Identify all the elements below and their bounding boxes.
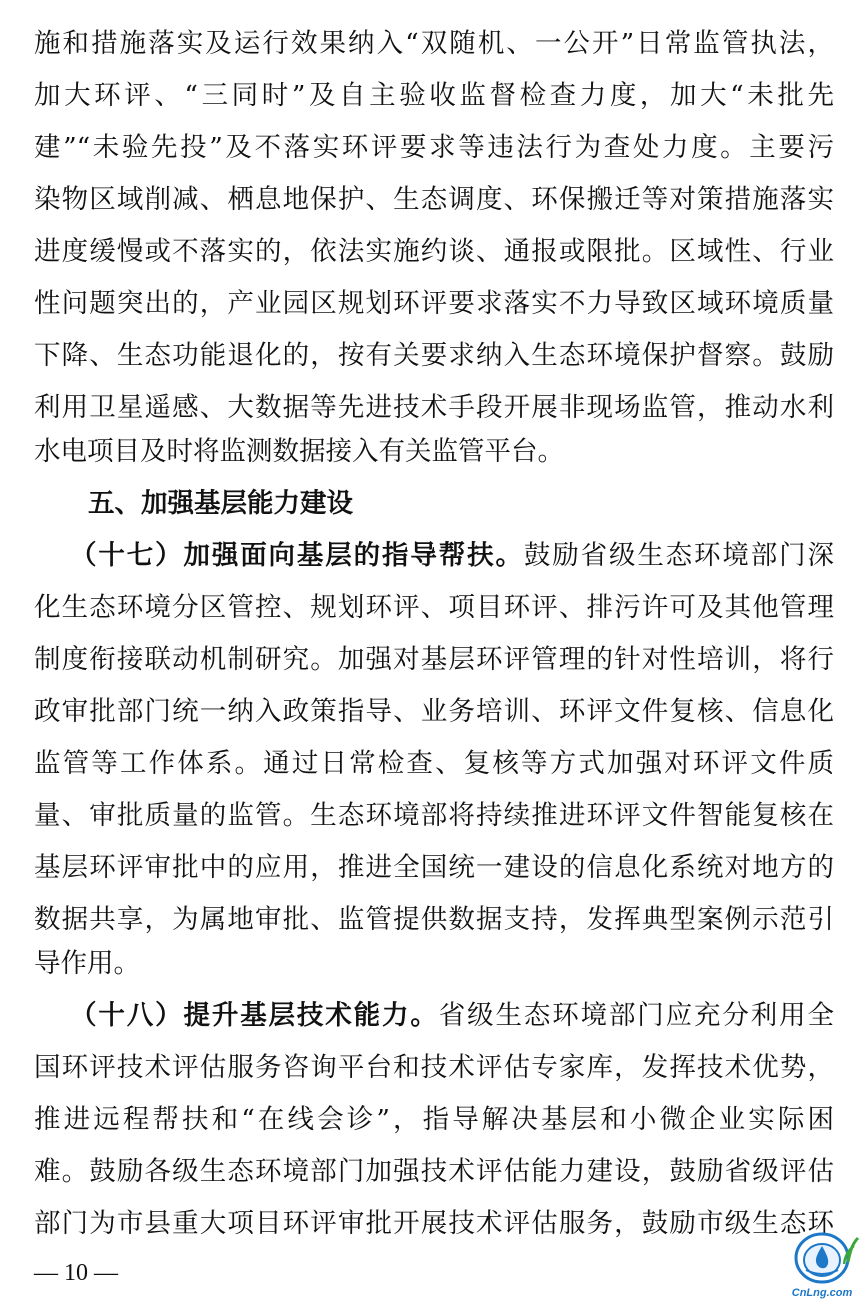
item-17-title: （十七）加强面向基层的指导帮扶。	[70, 540, 524, 571]
text-line: 部门为市县重大项目环评审批开展技术评估服务，鼓励市级生态环	[34, 1208, 834, 1239]
text-line: 建”“未验先投”及不落实环评要求等违法行为查处力度。主要污	[34, 132, 834, 163]
logo-text: CnLng.com	[792, 1287, 853, 1299]
text-line: 染物区域削减、栖息地保护、生态调度、环保搬迁等对策措施落实	[34, 184, 834, 215]
item-18-title: （十八）提升基层技术能力。	[70, 1000, 439, 1031]
item-18-first-line	[70, 990, 834, 1042]
item-17-first-line-rest: 鼓励省级生态环境部门深	[523, 540, 835, 571]
text-line: 监管等工作体系。通过日常检查、复核等方式加强对环评文件质	[34, 748, 834, 779]
text-line: 加大环评、“三同时”及自主验收监督检查力度，加大“未批先	[34, 80, 834, 111]
text-line: 导作用。	[34, 948, 140, 979]
text-line: 化生态环境分区管控、规划环评、项目环评、排污许可及其他管理	[34, 592, 834, 623]
site-logo	[792, 1224, 862, 1300]
text-line: 水电项目及时将监测数据接入有关监管平台。	[34, 436, 564, 467]
item-18-first-line-rest: 省级生态环境部门应充分利用全	[438, 1000, 834, 1031]
text-line: 难。鼓励各级生态环境部门加强技术评估能力建设，鼓励省级评估	[34, 1156, 834, 1187]
text-line: 推进远程帮扶和“在线会诊”，指导解决基层和小微企业实际困	[34, 1104, 834, 1135]
text-line: 政审批部门统一纳入政策指导、业务培训、环评文件复核、信息化	[34, 696, 834, 727]
section-heading: 五、加强基层能力建设	[88, 488, 353, 519]
text-line: 进度缓慢或不落实的，依法实施约谈、通报或限批。区域性、行业	[34, 236, 834, 267]
item-17-first-line	[70, 530, 834, 582]
text-line: 施和措施落实及运行效果纳入“双随机、一公开”日常监管执法，	[34, 28, 834, 59]
text-line: 性问题突出的，产业园区规划环评要求落实不力导致区域环境质量	[34, 288, 834, 319]
page-number: — 10 —	[34, 1260, 118, 1286]
text-line: 量、审批质量的监管。生态环境部将持续推进环评文件智能复核在	[34, 800, 834, 831]
text-line: 国环评技术评估服务咨询平台和技术评估专家库，发挥技术优势，	[34, 1052, 834, 1083]
text-line: 数据共享，为属地审批、监管提供数据支持，发挥典型案例示范引	[34, 904, 834, 935]
text-line: 利用卫星遥感、大数据等先进技术手段开展非现场监管，推动水利	[34, 392, 834, 423]
text-line: 制度衔接联动机制研究。加强对基层环评管理的针对性培训，将行	[34, 644, 834, 675]
text-line: 下降、生态功能退化的，按有关要求纳入生态环境保护督察。鼓励	[34, 340, 834, 371]
text-line: 基层环评审批中的应用，推进全国统一建设的信息化系统对地方的	[34, 852, 834, 883]
